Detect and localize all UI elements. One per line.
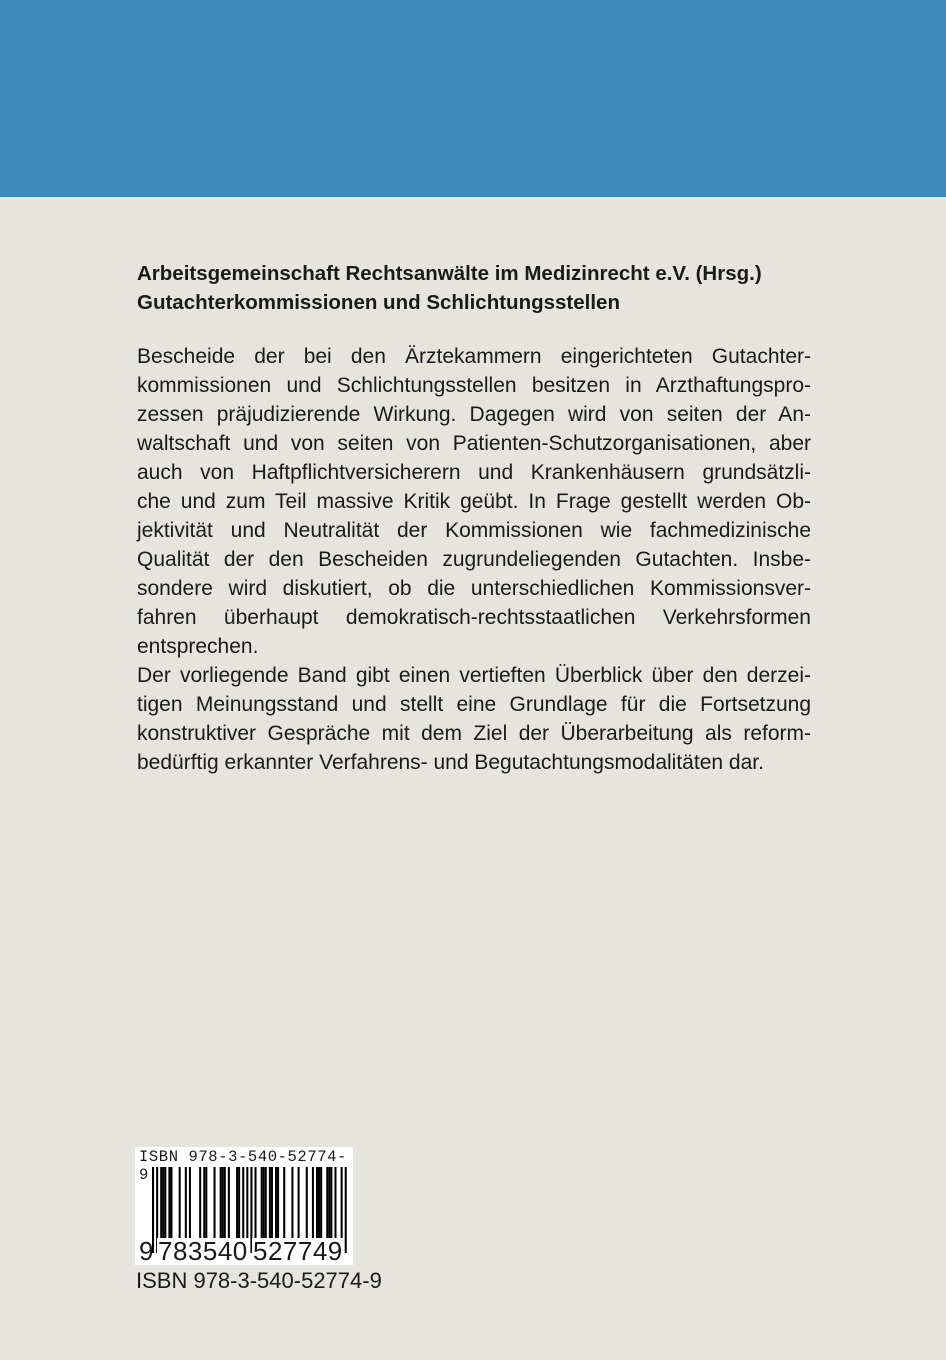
book-title: Gutachterkommissionen und Schlichtungsstellen — [137, 291, 620, 314]
blurb-line: Der vorliegende Band gibt einen vertieften Überblick über den derzei- — [137, 664, 811, 687]
blurb-line: waltschaft und von seiten von Patienten-Schutzorganisationen, aber — [137, 432, 811, 455]
blurb-line: Bescheide der bei den Ärztekammern eingerichteten Gutachter- — [137, 345, 811, 368]
blurb — [137, 342, 811, 777]
blurb-line: che und zum Teil massive Kritik geübt. In Frage gestellt werden Ob- — [137, 490, 811, 513]
blurb-line: entsprechen. — [137, 635, 259, 658]
barcode-digits-left: 783540 — [158, 1236, 248, 1266]
editor-line: Arbeitsgemeinschaft Rechtsanwälte im Medizinrecht e.V. (Hrsg.) — [137, 262, 762, 285]
blurb-line: fahren überhaupt demokratisch-rechtsstaatlichen Verkehrsformen — [137, 606, 811, 629]
blurb-line: tigen Meinungsstand und stellt eine Grundlage für die Fortsetzung — [137, 693, 811, 716]
blurb-line: kommissionen und Schlichtungsstellen besitzen in Arzthaftungspro- — [137, 374, 811, 397]
blurb-line: zessen präjudizierende Wirkung. Dagegen wird von seiten der An- — [137, 403, 811, 426]
blurb-line: sondere wird diskutiert, ob die unterschiedlichen Kommissionsver- — [137, 577, 811, 600]
isbn-barcode — [135, 1147, 353, 1265]
blurb-line: Qualität der den Bescheiden zugrundeliegenden Gutachten. Insbe- — [137, 548, 811, 571]
barcode-digits-right: 527749 — [253, 1236, 343, 1266]
blurb-line: auch von Haftpflichtversicherern und Krankenhäusern grundsätzli- — [137, 461, 811, 484]
isbn-number: ISBN 978-3-540-52774-9 — [136, 1268, 382, 1293]
title-block — [137, 259, 827, 317]
barcode-isbn-label: ISBN 978-3-540-52774-9 — [139, 1148, 347, 1184]
blurb-line: jektivität und Neutralität der Kommissionen wie fachmedizinische — [137, 519, 811, 542]
blurb-line: bedürftig erkannter Verfahrens- und Begutachtungsmodalitäten dar. — [137, 751, 764, 774]
blurb-line: konstruktiver Gespräche mit dem Ziel der Überarbeitung als reform- — [137, 722, 811, 745]
cover-color-band — [0, 0, 946, 197]
barcode-digit-first: 9 — [139, 1236, 154, 1266]
